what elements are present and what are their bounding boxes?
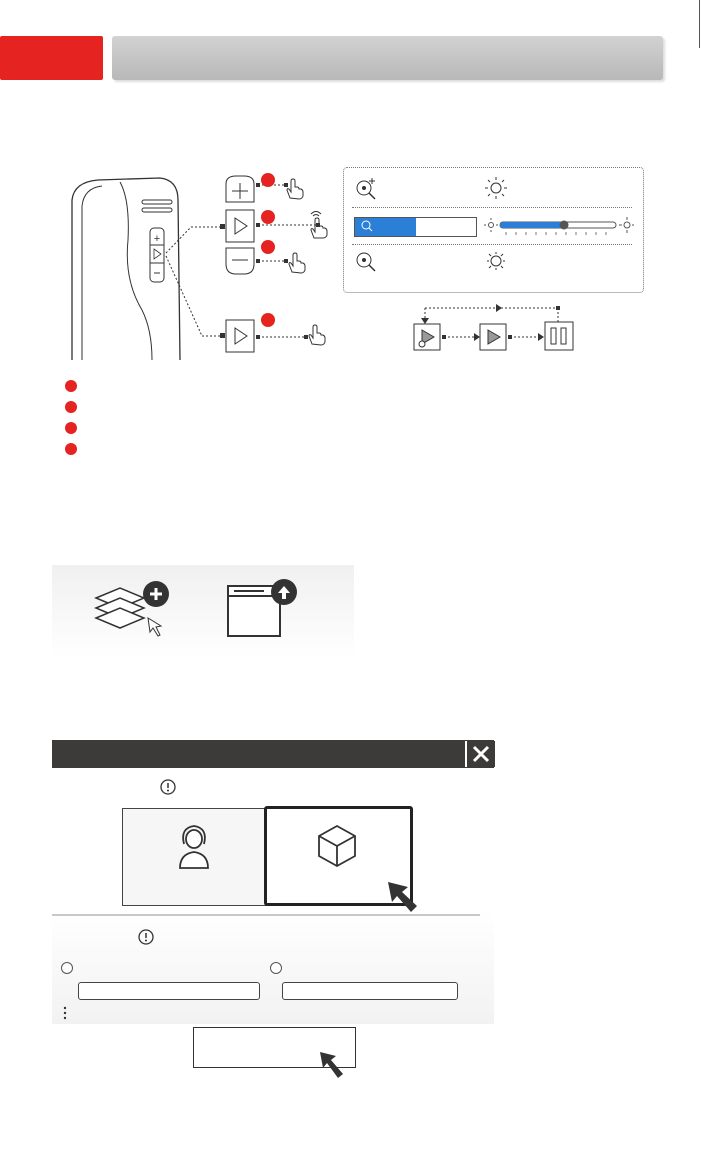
add-layers-icon[interactable]	[92, 578, 172, 642]
dialog-title-bar	[52, 740, 494, 768]
legend-dot-1	[65, 380, 77, 392]
marker-1	[261, 173, 275, 187]
marker-2	[261, 210, 275, 224]
pause-icon	[545, 322, 573, 350]
info-icon-2	[137, 928, 155, 946]
marker-4	[261, 313, 275, 327]
settings-play-icon	[414, 324, 440, 350]
hand-tap-icon-2	[286, 252, 306, 274]
legend-dot-4	[65, 443, 77, 455]
text-field-1[interactable]	[78, 982, 260, 1000]
divider-2	[352, 244, 632, 245]
text-field-2[interactable]	[282, 982, 458, 1000]
radio-1[interactable]	[61, 962, 73, 974]
legend-dot-2	[65, 401, 77, 413]
svg-text:+: +	[153, 233, 161, 245]
divider	[352, 207, 632, 208]
zoom-in-icon[interactable]	[354, 176, 378, 200]
radio-2[interactable]	[270, 962, 282, 974]
section-tab	[0, 36, 103, 80]
person-icon	[176, 822, 212, 870]
section-header-bar	[112, 36, 663, 80]
marker-3	[261, 240, 275, 254]
info-icon	[159, 778, 177, 796]
zoom-search-icon	[360, 219, 374, 233]
play-icon	[480, 324, 506, 350]
play-button-shape	[226, 210, 254, 242]
play-flow	[410, 300, 590, 356]
play-button-shape-2	[226, 320, 254, 352]
page-edge-line	[699, 0, 700, 48]
hand-tap-icon	[284, 178, 304, 200]
cursor-arrow-icon	[386, 880, 422, 916]
upload-window-icon[interactable]	[224, 578, 304, 640]
hand-tap-icon-3	[306, 324, 326, 346]
section-divider	[52, 914, 480, 916]
more-icon	[60, 1004, 70, 1022]
brightness-slider[interactable]	[484, 215, 634, 239]
close-button[interactable]	[465, 741, 495, 767]
cube-icon	[316, 824, 358, 868]
zoom-out-icon[interactable]	[354, 250, 378, 274]
legend-dot-3	[65, 422, 77, 434]
brightness-low-icon[interactable]	[484, 249, 508, 273]
minus-button-shape	[226, 248, 254, 274]
brightness-icon[interactable]	[484, 176, 508, 200]
close-icon	[467, 741, 495, 767]
cursor-arrow-icon-2	[318, 1050, 350, 1082]
hand-press-icon	[306, 210, 330, 240]
